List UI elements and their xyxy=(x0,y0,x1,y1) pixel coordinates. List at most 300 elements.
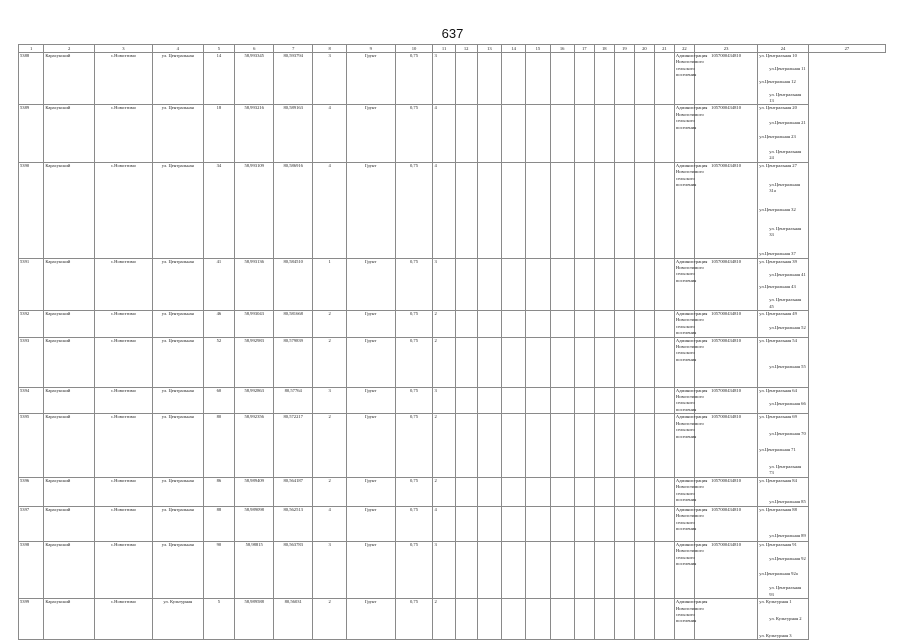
owner-line: сельского поселения xyxy=(675,271,697,283)
address-line: ул. Центральная 84 xyxy=(759,477,797,483)
addresses-cell xyxy=(758,541,809,598)
address-line: ул.Центральная 52 xyxy=(769,324,806,330)
street-cell: ул. Центральная xyxy=(152,105,203,162)
village-cell: с.Новоэтимо xyxy=(94,337,152,387)
empty-cell xyxy=(574,414,594,477)
district-cell: Карасукский xyxy=(44,599,95,640)
empty-cell xyxy=(550,599,574,640)
quantity-cell: 4 xyxy=(433,162,455,258)
width-cell: 0,75 xyxy=(395,258,433,310)
house-number-cell: 60 xyxy=(203,387,235,414)
owner-line: Администрация xyxy=(675,162,708,168)
quantity-cell: 2 xyxy=(433,599,455,640)
village-cell: с.Новоэтимо xyxy=(94,599,152,640)
address-line: ул. Центральная 93 xyxy=(769,585,802,597)
empty-cell xyxy=(526,311,550,338)
empty-cell xyxy=(502,337,526,387)
empty-cell xyxy=(477,53,501,105)
empty-cell xyxy=(477,506,501,541)
address-line: ул.Центральная 32 xyxy=(759,207,796,213)
empty-cell xyxy=(634,541,654,598)
empty-cell xyxy=(614,599,634,640)
latitude-cell: 58,989588 xyxy=(235,599,274,640)
empty-cell xyxy=(550,387,574,414)
address-line: ул.Центральная 70 xyxy=(769,430,806,436)
street-cell: ул. Центральная xyxy=(152,53,203,105)
empty-cell xyxy=(654,541,674,598)
longitude-cell: 80,563783 xyxy=(274,541,313,598)
empty-cell xyxy=(502,599,526,640)
addresses-cell xyxy=(758,162,809,258)
empty-cell xyxy=(594,337,614,387)
empty-cell xyxy=(614,337,634,387)
address-line: ул. Культурная 3 xyxy=(759,632,792,638)
width-cell: 0,75 xyxy=(395,337,433,387)
empty-cell xyxy=(574,53,594,105)
latitude-cell: 58,993109 xyxy=(235,162,274,258)
addresses-cell xyxy=(758,105,809,162)
ogrn-cell xyxy=(694,599,757,640)
ogrn-cell: 1057000434810 xyxy=(694,162,757,258)
quantity-cell: 3 xyxy=(433,258,455,310)
empty-cell xyxy=(614,506,634,541)
column-number-10: 10 xyxy=(395,45,433,53)
longitude-cell: 80,584510 xyxy=(274,258,313,310)
owner-cell xyxy=(674,387,708,414)
ogrn-cell: 1057000434810 xyxy=(694,311,757,338)
column-number-6: 6 xyxy=(235,45,274,53)
row-id: 5391 xyxy=(19,258,44,310)
ogrn-cell: 1057000434810 xyxy=(694,414,757,477)
ogrn-cell: 1057000434810 xyxy=(694,541,757,598)
address-line: ул.Центральная 23 xyxy=(759,134,796,140)
address-line: ул. Культурная 1 xyxy=(759,599,792,605)
empty-cell xyxy=(574,506,594,541)
street-cell: ул. Центральная xyxy=(152,258,203,310)
address-line: ул.Центральная 21 xyxy=(769,119,806,125)
surface-cell: Грунт xyxy=(346,105,395,162)
empty-cell xyxy=(594,541,614,598)
longitude-cell: 80,593794 xyxy=(274,53,313,105)
column-number-19: 19 xyxy=(614,45,634,53)
address-line: ул.Центральная 12 xyxy=(759,78,796,84)
district-cell: Карасукский xyxy=(44,414,95,477)
empty-cell xyxy=(550,541,574,598)
addresses-cell xyxy=(758,311,809,338)
owner-cell xyxy=(674,337,708,387)
table-row xyxy=(19,53,886,105)
count-cell: 1 xyxy=(313,258,347,310)
empty-cell xyxy=(477,162,501,258)
latitude-cell: 58,989409 xyxy=(235,477,274,506)
address-line: ул. Центральная 13 xyxy=(769,91,802,103)
ogrn-cell: 1057000434810 xyxy=(694,258,757,310)
village-cell: с.Новоэтимо xyxy=(94,53,152,105)
quantity-cell: 4 xyxy=(433,105,455,162)
empty-cell xyxy=(614,387,634,414)
surface-cell: Грунт xyxy=(346,258,395,310)
district-cell: Карасукский xyxy=(44,258,95,310)
empty-cell xyxy=(654,477,674,506)
latitude-cell: 58,993136 xyxy=(235,258,274,310)
address-line: ул. Центральная 24 xyxy=(769,148,802,161)
width-cell: 0,75 xyxy=(395,162,433,258)
empty-cell xyxy=(654,162,674,258)
empty-cell xyxy=(502,162,526,258)
owner-line: Администрация xyxy=(675,414,708,420)
empty-cell xyxy=(654,387,674,414)
empty-cell xyxy=(526,599,550,640)
empty-cell xyxy=(477,599,501,640)
empty-cell xyxy=(502,477,526,506)
empty-cell xyxy=(614,53,634,105)
district-cell: Карасукский xyxy=(44,337,95,387)
address-line: ул.Центральная 92 xyxy=(769,556,806,562)
width-cell: 0,75 xyxy=(395,311,433,338)
empty-cell xyxy=(455,258,477,310)
empty-cell xyxy=(550,311,574,338)
empty-cell xyxy=(455,506,477,541)
count-cell: 2 xyxy=(313,599,347,640)
house-number-cell: 34 xyxy=(203,162,235,258)
owner-line: Администрация xyxy=(675,337,708,343)
street-cell: ул. Центральная xyxy=(152,387,203,414)
owner-line: Администрация xyxy=(675,599,708,605)
column-number-row xyxy=(19,45,886,53)
width-cell: 0,75 xyxy=(395,414,433,477)
column-number-1: 1 xyxy=(19,45,44,53)
owner-cell xyxy=(674,105,708,162)
empty-cell xyxy=(634,337,654,387)
house-number-cell: 88 xyxy=(203,506,235,541)
owner-line: сельского поселения xyxy=(675,611,697,624)
quantity-cell: 4 xyxy=(433,506,455,541)
column-number-7: 7 xyxy=(274,45,313,53)
empty-cell xyxy=(634,53,654,105)
addresses-cell xyxy=(758,387,809,414)
addresses-cell xyxy=(758,506,809,541)
empty-cell xyxy=(614,105,634,162)
owner-cell xyxy=(674,258,708,310)
empty-cell xyxy=(502,414,526,477)
empty-cell xyxy=(550,162,574,258)
empty-cell xyxy=(502,258,526,310)
column-number-15: 15 xyxy=(526,45,550,53)
longitude-cell: 80,586916 xyxy=(274,162,313,258)
surface-cell: Грунт xyxy=(346,53,395,105)
surface-cell: Грунт xyxy=(346,477,395,506)
quantity-cell: 3 xyxy=(433,53,455,105)
owner-line: Администрация xyxy=(675,387,708,393)
owner-line: сельского поселения xyxy=(675,490,697,502)
column-number-14: 14 xyxy=(502,45,526,53)
empty-cell xyxy=(526,258,550,310)
owner-line: сельского поселения xyxy=(675,118,697,130)
owner-cell xyxy=(674,162,708,258)
empty-cell xyxy=(634,599,654,640)
village-cell: с.Новоэтимо xyxy=(94,105,152,162)
empty-cell xyxy=(594,162,614,258)
table-row xyxy=(19,599,886,640)
width-cell: 0,75 xyxy=(395,53,433,105)
column-number-27: 27 xyxy=(808,45,885,53)
empty-cell xyxy=(594,477,614,506)
address-line: ул.Центральная 43 xyxy=(759,284,796,290)
empty-cell xyxy=(502,387,526,414)
empty-cell xyxy=(634,477,654,506)
row-id: 5388 xyxy=(19,53,44,105)
house-number-cell: 18 xyxy=(203,105,235,162)
column-number-2: 2 xyxy=(44,45,95,53)
village-cell: с.Новоэтимо xyxy=(94,387,152,414)
address-line: ул.Центральная 11 xyxy=(769,65,806,71)
empty-cell xyxy=(574,477,594,506)
empty-cell xyxy=(526,387,550,414)
row-id: 5395 xyxy=(19,414,44,477)
column-number-22: 22 xyxy=(674,45,694,53)
empty-cell xyxy=(594,414,614,477)
count-cell: 3 xyxy=(313,387,347,414)
street-cell: ул. Центральная xyxy=(152,162,203,258)
column-number-24: 24 xyxy=(758,45,809,53)
addresses-cell xyxy=(758,337,809,387)
addresses-cell xyxy=(758,53,809,105)
village-cell: с.Новоэтимо xyxy=(94,506,152,541)
owner-line: Новоэстимого xyxy=(675,59,704,65)
surface-cell: Грунт xyxy=(346,311,395,338)
surface-cell: Грунт xyxy=(346,162,395,258)
owner-line: сельского поселения xyxy=(675,350,697,362)
owner-line: Администрация xyxy=(675,506,708,512)
address-line: ул. Центральная 69 xyxy=(759,414,797,420)
quantity-cell: 2 xyxy=(433,414,455,477)
empty-cell xyxy=(550,53,574,105)
empty-cell xyxy=(550,506,574,541)
street-cell: ул. Центральная xyxy=(152,506,203,541)
row-id: 5392 xyxy=(19,311,44,338)
surface-cell: Грунт xyxy=(346,414,395,477)
empty-cell xyxy=(574,541,594,598)
quantity-cell: 2 xyxy=(433,477,455,506)
table-body xyxy=(19,53,886,640)
owner-line: Новоэстимого xyxy=(675,548,704,554)
owner-line: сельского поселения xyxy=(675,323,697,336)
addresses-cell xyxy=(758,258,809,310)
address-line: ул. Центральная 10 xyxy=(759,53,797,58)
table-row xyxy=(19,311,886,338)
addresses-cell xyxy=(758,477,809,506)
longitude-cell: 80,589163 xyxy=(274,105,313,162)
empty-cell xyxy=(614,311,634,338)
column-number-8: 8 xyxy=(313,45,347,53)
empty-cell xyxy=(574,387,594,414)
table-row xyxy=(19,541,886,598)
address-line: ул.Центральная 85 xyxy=(769,499,806,505)
owner-line: Администрация xyxy=(675,105,708,111)
row-id: 5393 xyxy=(19,337,44,387)
empty-cell xyxy=(614,162,634,258)
registry-table xyxy=(18,44,886,640)
address-line: ул. Центральная 88 xyxy=(759,506,797,512)
address-line: ул. Центральная 33 xyxy=(769,225,802,238)
empty-cell xyxy=(614,477,634,506)
address-line: ул.Центральная 92а xyxy=(759,570,798,576)
empty-cell xyxy=(455,337,477,387)
owner-line: сельского поселения xyxy=(675,427,697,439)
empty-cell xyxy=(502,105,526,162)
address-line: ул. Центральная 27 xyxy=(759,162,797,168)
empty-cell xyxy=(455,53,477,105)
house-number-cell: 86 xyxy=(203,477,235,506)
surface-cell: Грунт xyxy=(346,506,395,541)
empty-cell xyxy=(477,105,501,162)
width-cell: 0,75 xyxy=(395,387,433,414)
district-cell: Карасукский xyxy=(44,477,95,506)
empty-cell xyxy=(594,506,614,541)
empty-cell xyxy=(550,414,574,477)
empty-cell xyxy=(477,477,501,506)
empty-cell xyxy=(594,53,614,105)
empty-cell xyxy=(502,53,526,105)
district-cell: Карасукский xyxy=(44,541,95,598)
empty-cell xyxy=(634,105,654,162)
owner-cell xyxy=(674,477,708,506)
longitude-cell: 80,572217 xyxy=(274,414,313,477)
empty-cell xyxy=(526,53,550,105)
longitude-cell: 80,562513 xyxy=(274,506,313,541)
street-cell: ул. Центральная xyxy=(152,414,203,477)
longitude-cell: 80,56031 xyxy=(274,599,313,640)
district-cell: Карасукский xyxy=(44,506,95,541)
empty-cell xyxy=(550,477,574,506)
empty-cell xyxy=(574,105,594,162)
width-cell: 0,75 xyxy=(395,541,433,598)
village-cell: с.Новоэтимо xyxy=(94,477,152,506)
count-cell: 4 xyxy=(313,105,347,162)
empty-cell xyxy=(502,311,526,338)
house-number-cell: 41 xyxy=(203,258,235,310)
ogrn-cell: 1057000434810 xyxy=(694,506,757,541)
empty-cell xyxy=(614,258,634,310)
owner-line: сельского поселения xyxy=(675,65,697,78)
column-number-18: 18 xyxy=(594,45,614,53)
empty-cell xyxy=(477,387,501,414)
owner-line: Новоэстимого xyxy=(675,605,704,611)
empty-cell xyxy=(654,414,674,477)
row-id: 5390 xyxy=(19,162,44,258)
row-id: 5394 xyxy=(19,387,44,414)
latitude-cell: 58,992863 xyxy=(235,387,274,414)
owner-line: Новоэстимого xyxy=(675,169,704,175)
empty-cell xyxy=(574,337,594,387)
row-id: 5398 xyxy=(19,541,44,598)
owner-cell xyxy=(674,541,708,598)
empty-cell xyxy=(550,258,574,310)
village-cell: с.Новоэтимо xyxy=(94,258,152,310)
table-row xyxy=(19,105,886,162)
width-cell: 0,75 xyxy=(395,477,433,506)
address-line: ул.Центральная 71 xyxy=(759,447,796,453)
street-cell: ул. Культурная xyxy=(152,599,203,640)
owner-line: Новоэстимого xyxy=(675,484,704,490)
house-number-cell: 46 xyxy=(203,311,235,338)
ogrn-cell: 1057000434810 xyxy=(694,53,757,105)
empty-cell xyxy=(455,311,477,338)
empty-cell xyxy=(594,105,614,162)
owner-line: сельского поселения xyxy=(675,400,697,412)
address-line: ул. Центральная 91 xyxy=(759,541,797,547)
owner-line: Новоэстимого xyxy=(675,265,704,271)
row-id: 5396 xyxy=(19,477,44,506)
street-cell: ул. Центральная xyxy=(152,337,203,387)
street-cell: ул. Центральная xyxy=(152,311,203,338)
empty-cell xyxy=(654,337,674,387)
table-row xyxy=(19,414,886,477)
empty-cell xyxy=(654,105,674,162)
address-line: ул. Центральная 54 xyxy=(759,337,797,343)
owner-line: Администрация xyxy=(675,53,708,58)
owner-line: Новоэстимого xyxy=(675,111,704,117)
addresses-cell xyxy=(758,599,809,640)
width-cell: 0,75 xyxy=(395,506,433,541)
address-line: ул. Центральная 73 xyxy=(769,463,802,476)
column-number-5: 5 xyxy=(203,45,235,53)
empty-cell xyxy=(550,105,574,162)
empty-cell xyxy=(654,258,674,310)
table-row xyxy=(19,387,886,414)
empty-cell xyxy=(477,311,501,338)
empty-cell xyxy=(455,541,477,598)
empty-cell xyxy=(654,599,674,640)
surface-cell: Грунт xyxy=(346,337,395,387)
empty-cell xyxy=(614,414,634,477)
village-cell: с.Новоэтимо xyxy=(94,311,152,338)
district-cell: Карасукский xyxy=(44,311,95,338)
owner-line: сельского поселения xyxy=(675,519,697,531)
empty-cell xyxy=(526,477,550,506)
empty-cell xyxy=(455,105,477,162)
empty-cell xyxy=(502,506,526,541)
ogrn-cell: 1057000434810 xyxy=(694,337,757,387)
house-number-cell: 52 xyxy=(203,337,235,387)
empty-cell xyxy=(634,506,654,541)
address-line: ул.Центральная 89 xyxy=(769,533,806,539)
owner-line: Новоэстимого xyxy=(675,344,704,350)
width-cell: 0,75 xyxy=(395,599,433,640)
count-cell: 4 xyxy=(313,162,347,258)
latitude-cell: 58,992356 xyxy=(235,414,274,477)
row-id: 5399 xyxy=(19,599,44,640)
count-cell: 2 xyxy=(313,337,347,387)
owner-line: сельского поселения xyxy=(675,175,697,188)
quantity-cell: 2 xyxy=(433,337,455,387)
latitude-cell: 58,993043 xyxy=(235,311,274,338)
address-line: ул.Центральная 37 xyxy=(759,251,796,257)
village-cell: с.Новоэтимо xyxy=(94,414,152,477)
empty-cell xyxy=(477,337,501,387)
column-number-17: 17 xyxy=(574,45,594,53)
empty-cell xyxy=(455,477,477,506)
street-cell: ул. Центральная xyxy=(152,477,203,506)
quantity-cell: 3 xyxy=(433,387,455,414)
owner-line: Новоэстимого xyxy=(675,513,704,519)
empty-cell xyxy=(634,387,654,414)
column-number-23: 23 xyxy=(694,45,757,53)
longitude-cell: 80,579839 xyxy=(274,337,313,387)
house-number-cell: 90 xyxy=(203,541,235,598)
empty-cell xyxy=(455,387,477,414)
surface-cell: Грунт xyxy=(346,541,395,598)
